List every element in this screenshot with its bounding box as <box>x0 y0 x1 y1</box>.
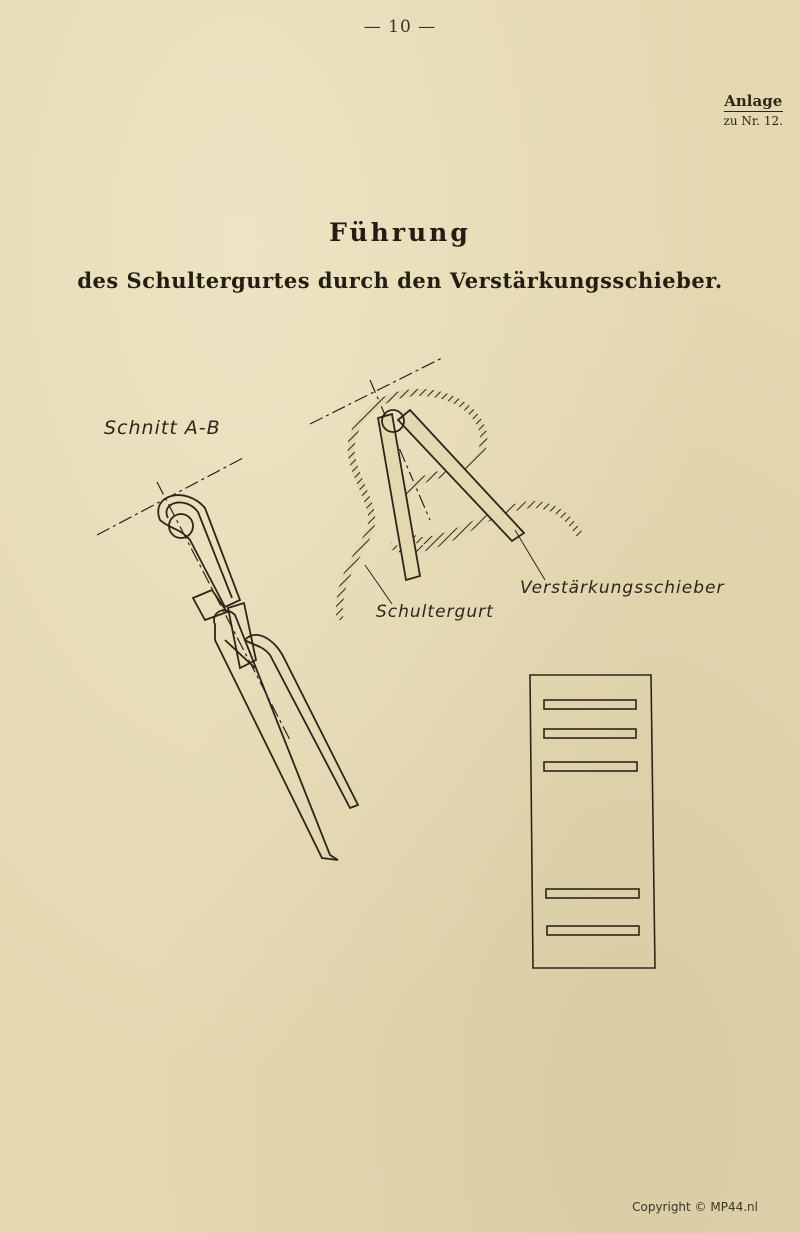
slider-plate-drawing <box>530 675 655 968</box>
page-number: — 10 — <box>363 17 437 37</box>
copyright-notice: Copyright © MP44.nl <box>632 1200 758 1214</box>
annex-number: zu Nr. 12. <box>723 114 783 128</box>
section-ab-drawing <box>97 458 358 860</box>
section-ab-label: Schnitt A-B <box>104 417 221 439</box>
strap-label: Schultergurt <box>376 602 494 622</box>
page-subtitle: des Schultergurtes durch den Verstärkungsschieber. <box>77 268 723 293</box>
page-title: Führung <box>329 218 471 247</box>
annex-title: Anlage <box>724 92 783 110</box>
slider-label: Verstärkungsschieber <box>520 578 725 598</box>
